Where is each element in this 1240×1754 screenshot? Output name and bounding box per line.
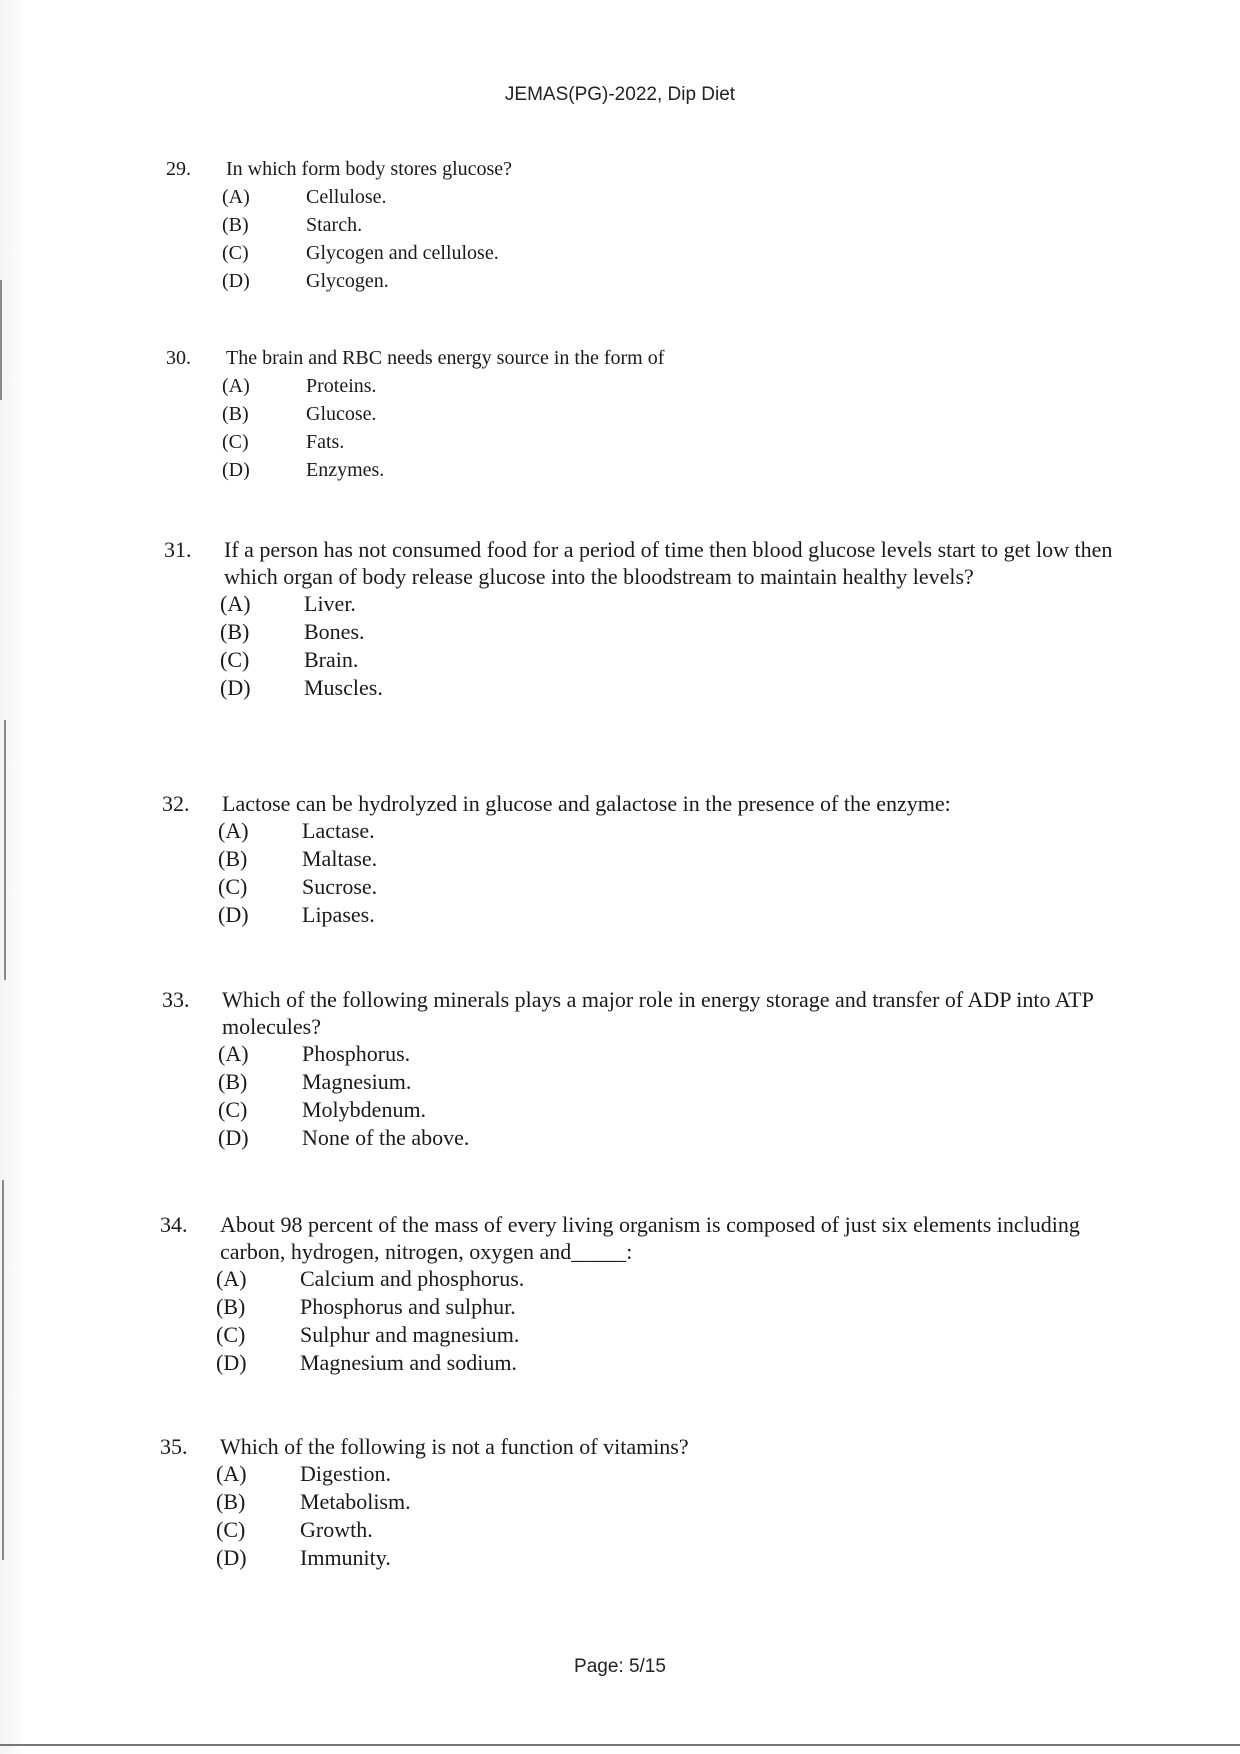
option-letter: (C) <box>218 874 248 899</box>
option-text: Immunity. <box>300 1545 391 1570</box>
option-text: Sucrose. <box>302 874 378 899</box>
question-text: In which form body stores glucose? <box>226 158 513 180</box>
option-text: Brain. <box>304 647 359 672</box>
option-b <box>166 400 1126 428</box>
option-a <box>162 1040 1126 1068</box>
question-32 <box>162 790 1126 929</box>
option-letter: (B) <box>222 214 249 236</box>
option-d <box>162 1124 1126 1152</box>
option-text: Magnesium and sodium. <box>300 1350 517 1375</box>
option-letter: (D) <box>222 270 250 292</box>
page-header: JEMAS(PG)-2022, Dip Diet <box>504 84 736 105</box>
option-text: Liver. <box>304 591 356 616</box>
option-letter: (B) <box>220 619 250 644</box>
option-text: Enzymes. <box>306 459 385 481</box>
question-number: 35. <box>160 1434 188 1459</box>
question-30 <box>166 345 1126 484</box>
option-b <box>162 1068 1126 1096</box>
question-31 <box>164 536 1126 702</box>
option-c <box>166 239 1126 267</box>
option-c <box>166 428 1126 456</box>
option-letter: (B) <box>218 1069 248 1094</box>
question-stem <box>164 536 1126 590</box>
option-text: Glucose. <box>306 403 377 425</box>
option-letter: (A) <box>222 375 250 397</box>
option-letter: (C) <box>222 242 249 264</box>
option-b <box>160 1293 1126 1321</box>
option-text: Magnesium. <box>302 1069 412 1094</box>
option-a <box>160 1460 1126 1488</box>
option-letter: (A) <box>222 186 250 208</box>
question-29 <box>166 156 1126 295</box>
option-text: Cellulose. <box>306 186 387 208</box>
option-letter: (A) <box>216 1461 247 1486</box>
question-text: Lactose can be hydrolyzed in glucose and galactose in the presence of the enzyme: <box>222 791 951 816</box>
question-text: About 98 percent of the mass of every living organism is composed of just six elements including carbon, hydrogen, nitrogen, oxygen and_____: <box>220 1212 1080 1264</box>
option-text: Phosphorus. <box>302 1041 411 1066</box>
question-number: 32. <box>162 791 190 816</box>
option-text: Muscles. <box>304 675 383 700</box>
question-text: The brain and RBC needs energy source in the form of <box>226 347 665 369</box>
option-b <box>166 211 1126 239</box>
option-letter: (D) <box>220 675 251 700</box>
option-d <box>160 1349 1126 1377</box>
option-letter: (C) <box>218 1097 248 1122</box>
scan-edge-artifact <box>0 0 26 1754</box>
option-a <box>160 1265 1126 1293</box>
question-number: 31. <box>164 537 192 562</box>
question-34 <box>160 1211 1126 1377</box>
question-35 <box>160 1433 1126 1572</box>
option-d <box>166 267 1126 295</box>
option-text: Molybdenum. <box>302 1097 427 1122</box>
option-letter: (C) <box>216 1517 246 1542</box>
option-letter: (A) <box>218 818 249 843</box>
option-text: Metabolism. <box>300 1489 411 1514</box>
option-letter: (A) <box>220 591 251 616</box>
option-letter: (C) <box>220 647 250 672</box>
option-text: Glycogen and cellulose. <box>306 242 499 264</box>
option-letter: (B) <box>216 1489 246 1514</box>
option-letter: (D) <box>222 459 250 481</box>
option-letter: (B) <box>218 846 248 871</box>
question-number: 33. <box>162 987 190 1012</box>
option-b <box>160 1488 1126 1516</box>
option-letter: (D) <box>218 1125 249 1150</box>
option-letter: (B) <box>222 403 249 425</box>
option-text: Proteins. <box>306 375 377 397</box>
option-text: Calcium and phosphorus. <box>300 1266 525 1291</box>
option-text: None of the above. <box>302 1125 470 1150</box>
question-text: Which of the following minerals plays a major role in energy storage and transfer of ADP into ATP molecules? <box>222 987 1094 1039</box>
option-a <box>166 372 1126 400</box>
option-a <box>164 590 1126 618</box>
option-text: Phosphorus and sulphur. <box>300 1294 516 1319</box>
option-letter: (A) <box>216 1266 247 1291</box>
option-letter: (B) <box>216 1294 246 1319</box>
option-c <box>162 873 1126 901</box>
option-letter: (C) <box>222 431 249 453</box>
bottom-rule <box>0 1744 1240 1746</box>
question-stem <box>166 156 1126 183</box>
option-c <box>160 1321 1126 1349</box>
page-number: Page: 5/15 <box>574 1656 666 1677</box>
question-stem <box>162 790 1126 817</box>
option-d <box>160 1544 1126 1572</box>
option-d <box>166 456 1126 484</box>
option-text: Bones. <box>304 619 365 644</box>
question-stem <box>162 986 1126 1040</box>
option-a <box>166 183 1126 211</box>
option-b <box>162 845 1126 873</box>
option-letter: (C) <box>216 1322 246 1347</box>
option-text: Growth. <box>300 1517 373 1542</box>
option-text: Lactase. <box>302 818 375 843</box>
option-letter: (A) <box>218 1041 249 1066</box>
option-letter: (D) <box>216 1350 247 1375</box>
option-text: Glycogen. <box>306 270 389 292</box>
question-number: 30. <box>166 347 191 369</box>
option-letter: (D) <box>216 1545 247 1570</box>
question-text: If a person has not consumed food for a period of time then blood glucose levels start to get low then which organ of body release glucose into the bloodstream to maintain healthy levels? <box>224 537 1113 589</box>
option-text: Fats. <box>306 431 345 453</box>
option-d <box>164 674 1126 702</box>
question-text: Which of the following is not a function of vitamins? <box>220 1434 689 1459</box>
option-c <box>162 1096 1126 1124</box>
option-text: Starch. <box>306 214 363 236</box>
option-text: Lipases. <box>302 902 375 927</box>
option-d <box>162 901 1126 929</box>
option-b <box>164 618 1126 646</box>
option-c <box>160 1516 1126 1544</box>
option-text: Maltase. <box>302 846 378 871</box>
option-text: Sulphur and magnesium. <box>300 1322 520 1347</box>
question-stem <box>166 345 1126 372</box>
question-stem <box>160 1211 1126 1265</box>
question-33 <box>162 986 1126 1152</box>
question-stem <box>160 1433 1126 1460</box>
option-a <box>162 817 1126 845</box>
option-letter: (D) <box>218 902 249 927</box>
option-text: Digestion. <box>300 1461 392 1486</box>
option-c <box>164 646 1126 674</box>
question-number: 29. <box>166 158 191 180</box>
question-number: 34. <box>160 1212 188 1237</box>
